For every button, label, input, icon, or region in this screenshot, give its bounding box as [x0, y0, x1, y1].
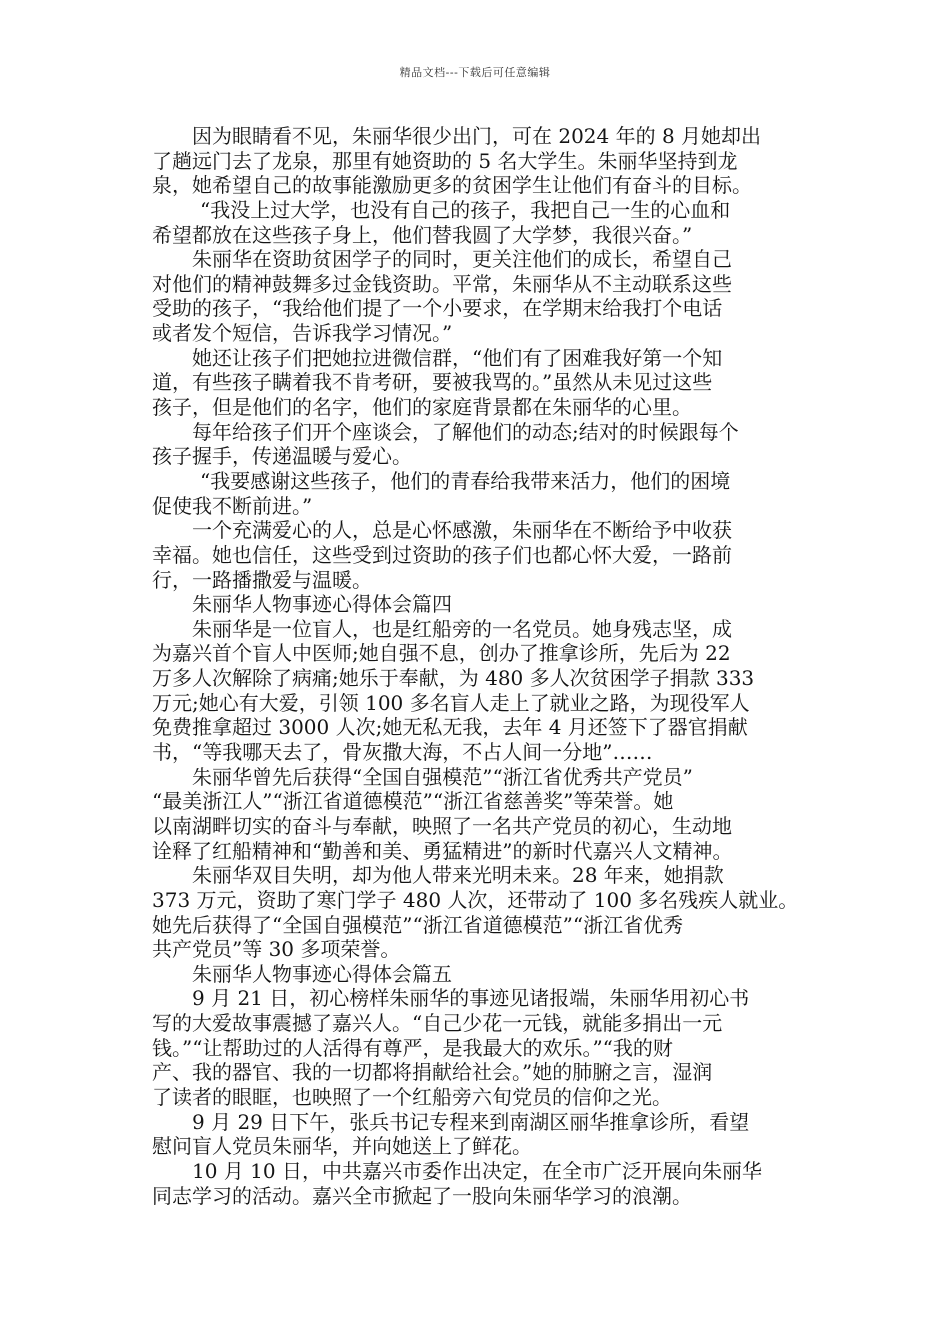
text-line: 产、我的器官、我的一切都将捐献给社会。”她的肺腑之言，湿润: [152, 1060, 713, 1085]
text-line: 免费推拿超过 3000 人次;她无私无我，去年 4 月还签下了器官捐献: [152, 715, 748, 740]
text-line: 朱丽华双目失明，却为他人带来光明未来。28 年来，她捐款: [192, 863, 724, 888]
text-line: 朱丽华是一位盲人，也是红船旁的一名党员。她身残志坚，成: [192, 616, 732, 641]
text-line: 促使我不断前进。”: [152, 493, 313, 518]
text-line: 朱丽华在资助贫困学子的同时，更关注他们的成长，希望自己: [192, 247, 732, 272]
text-line: 孩子握手，传递温暖与爱心。: [152, 444, 412, 469]
text-line: “我要感谢这些孩子，他们的青春给我带来活力，他们的困境: [200, 468, 731, 493]
text-line: 以南湖畔切实的奋斗与奉献，映照了一名共产党员的初心，生动地: [152, 813, 732, 838]
text-line: 9 月 21 日，初心榜样朱丽华的事迹见诸报端，朱丽华用初心书: [192, 986, 750, 1011]
text-line: 诠释了红船精神和“勤善和美、勇猛精进”的新时代嘉兴人文精神。: [152, 838, 733, 863]
section-heading: 朱丽华人物事迹心得体会篇四: [192, 592, 452, 617]
text-line: 道，有些孩子瞒着我不肯考研，要被我骂的。”虽然从未见过这些: [152, 370, 713, 395]
text-line: 373 万元，资助了寒门学子 480 人次，还带动了 100 多名残疾人就业。: [152, 887, 799, 912]
text-line: 了趟远门去了龙泉，那里有她资助的 5 名大学生。朱丽华坚持到龙: [152, 148, 738, 173]
text-line: 孩子，但是他们的名字，他们的家庭背景都在朱丽华的心里。: [152, 395, 692, 420]
text-line: 为嘉兴首个盲人中医师;她自强不息，创办了推拿诊所，先后为 22: [152, 641, 731, 666]
text-line: 写的大爱故事震撼了嘉兴人。“自己少花一元钱，就能多捐出一元: [152, 1011, 723, 1036]
text-line: 10 月 10 日，中共嘉兴市委作出决定，在全市广泛开展向朱丽华: [192, 1158, 762, 1183]
text-line: 慰问盲人党员朱丽华，并向她送上了鲜花。: [152, 1134, 532, 1159]
text-line: “最美浙江人”“浙江省道德模范”“浙江省慈善奖”等荣誉。她: [152, 789, 674, 814]
text-line: 钱。”“让帮助过的人活得有尊严，是我最大的欢乐。”“我的财: [152, 1035, 673, 1060]
text-line: “我没上过大学，也没有自己的孩子，我把自己一生的心血和: [200, 197, 731, 222]
document-body: [152, 124, 812, 1208]
text-line: 行，一路播撒爱与温暖。: [152, 567, 372, 592]
text-line: 或者发个短信，告诉我学习情况。”: [152, 321, 453, 346]
section-heading: 朱丽华人物事迹心得体会篇五: [192, 961, 452, 986]
text-line: 了读者的眼眶，也映照了一个红船旁六旬党员的信仰之光。: [152, 1084, 672, 1109]
text-line: 她还让孩子们把她拉进微信群，“他们有了困难我好第一个知: [192, 345, 723, 370]
text-line: 9 月 29 日下午，张兵书记专程来到南湖区丽华推拿诊所，看望: [192, 1109, 750, 1134]
page-header: 精品文档---下载后可任意编辑: [399, 66, 551, 79]
text-line: 万元;她心有大爱，引领 100 多名盲人走上了就业之路，为现役军人: [152, 690, 750, 715]
text-line: 书，“等我哪天去了，骨灰撒大海，不占人间一分地”……: [152, 740, 653, 765]
text-line: 幸福。她也信任，这些受到过资助的孩子们也都心怀大爱，一路前: [152, 542, 732, 567]
text-line: 受助的孩子，“我给他们提了一个小要求，在学期末给我打个电话: [152, 296, 723, 321]
text-line: 万多人次解除了病痛;她乐于奉献，为 480 多人次贫困学子捐款 333: [152, 666, 755, 691]
text-line: 对他们的精神鼓舞多过金钱资助。平常，朱丽华从不主动联系这些: [152, 271, 732, 296]
text-line: 因为眼睛看不见，朱丽华很少出门，可在 2024 年的 8 月她却出: [192, 124, 762, 148]
text-line: 一个充满爱心的人，总是心怀感激，朱丽华在不断给予中收获: [192, 518, 732, 543]
text-line: 同志学习的活动。嘉兴全市掀起了一股向朱丽华学习的浪潮。: [152, 1183, 692, 1208]
text-line: 希望都放在这些孩子身上，他们替我圆了大学梦，我很兴奋。”: [152, 222, 693, 247]
text-line: 共产党员”等 30 多项荣誉。: [152, 937, 401, 962]
text-line: 每年给孩子们开个座谈会，了解他们的动态;结对的时候跟每个: [192, 419, 739, 444]
text-line: 她先后获得了“全国自强模范”“浙江省道德模范”“浙江省优秀: [152, 912, 684, 937]
text-line: 朱丽华曾先后获得“全国自强模范”“浙江省优秀共产党员”: [192, 764, 693, 789]
text-line: 泉，她希望自己的故事能激励更多的贫困学生让他们有奋斗的目标。: [152, 173, 752, 198]
